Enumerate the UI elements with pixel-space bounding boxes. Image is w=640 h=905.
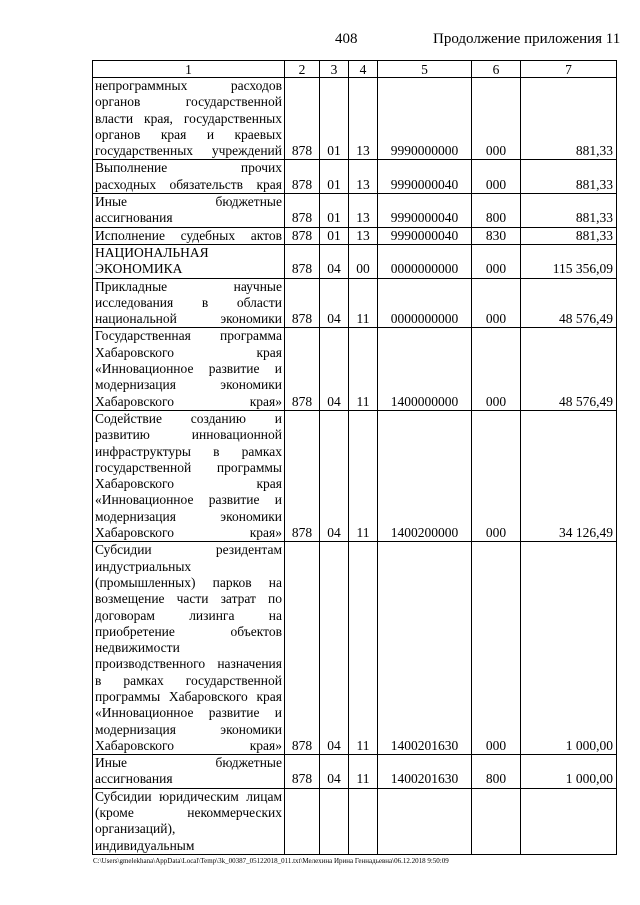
- row-name-line: Выполнение прочих: [95, 160, 282, 176]
- cell-expense-type: 830: [472, 227, 521, 244]
- row-name-line: индивидуальным: [95, 837, 195, 853]
- cell-amount: 881,33: [521, 78, 617, 160]
- cell-subsection: 13: [349, 160, 378, 194]
- row-name-line: органов государственной: [95, 94, 282, 110]
- row-name-cell: [93, 194, 285, 228]
- cell-grbs: 878: [285, 755, 320, 789]
- row-name-line: инфраструктуры в рамках: [95, 443, 282, 459]
- cell-expense-type: [472, 788, 521, 854]
- budget-table: [92, 60, 617, 855]
- cell-amount: 48 576,49: [521, 328, 617, 410]
- row-name-line: непрограммных расходов: [95, 78, 282, 93]
- row-name-line: программы Хабаровского края: [95, 688, 282, 704]
- row-name-cell: [93, 227, 285, 244]
- row-name-line: Хабаровского края: [95, 344, 282, 360]
- cell-expense-type: 000: [472, 542, 521, 755]
- cell-target-article: 9990000040: [378, 194, 472, 228]
- cell-subsection: 13: [349, 78, 378, 160]
- appendix-continuation-note: Продолжение приложения 11: [433, 31, 621, 47]
- cell-grbs: 878: [285, 194, 320, 228]
- table-row: [93, 755, 617, 789]
- cell-target-article: 0000000000: [378, 278, 472, 328]
- table-row: [93, 194, 617, 228]
- row-name-line: расходных обязательств края: [95, 176, 282, 192]
- cell-section: 04: [320, 328, 349, 410]
- row-name-cell: [93, 542, 285, 755]
- row-name-line: развитию инновационной: [95, 427, 282, 443]
- cell-expense-type: 000: [472, 278, 521, 328]
- cell-expense-type: 000: [472, 78, 521, 160]
- row-name-line: производственного назначения: [95, 656, 282, 672]
- row-name-line: органов края и краевых: [95, 126, 282, 142]
- row-name-line: ЭКОНОМИКА: [95, 261, 183, 277]
- cell-target-article: 0000000000: [378, 244, 472, 278]
- cell-target-article: 1400200000: [378, 410, 472, 541]
- cell-expense-type: 000: [472, 160, 521, 194]
- row-name-line: возмещение части затрат по: [95, 591, 282, 607]
- row-name-line: государственной программы: [95, 459, 282, 475]
- cell-amount: 1 000,00: [521, 542, 617, 755]
- cell-section: 01: [320, 227, 349, 244]
- cell-section: 01: [320, 78, 349, 160]
- cell-grbs: [285, 788, 320, 854]
- column-header: 2: [285, 61, 320, 78]
- cell-section: 04: [320, 755, 349, 789]
- cell-amount: 48 576,49: [521, 278, 617, 328]
- row-name-line: Иные бюджетные: [95, 194, 282, 210]
- row-name-line: (кроме некоммерческих: [95, 805, 282, 821]
- table-row: [93, 78, 617, 160]
- row-name-line: Хабаровского края»: [95, 737, 282, 753]
- row-name-line: Субсидии юридическим лицам: [95, 788, 282, 804]
- cell-target-article: 1400201630: [378, 755, 472, 789]
- column-number-row: [93, 61, 617, 78]
- cell-grbs: 878: [285, 227, 320, 244]
- cell-amount: 881,33: [521, 194, 617, 228]
- column-header: 7: [521, 61, 617, 78]
- cell-subsection: 11: [349, 755, 378, 789]
- row-name-line: (промышленных) парков на: [95, 574, 282, 590]
- row-name-line: Государственная программа: [95, 328, 282, 344]
- cell-section: 04: [320, 410, 349, 541]
- row-name-line: национальной экономики: [95, 311, 282, 327]
- row-name-line: Содействие созданию и: [95, 410, 282, 426]
- row-name-line: договорам лизинга на: [95, 607, 282, 623]
- cell-subsection: 11: [349, 278, 378, 328]
- cell-grbs: 878: [285, 278, 320, 328]
- footer-file-path: C:\Users\gmelekhana\AppData\Local\Temp\3k_00387_05122018_011.txt\Мелехина Ирина Геннадьевна\06.12.2018 9:50:09: [93, 857, 449, 865]
- table-row: [93, 227, 617, 244]
- row-name-cell: [93, 755, 285, 789]
- cell-amount: [521, 788, 617, 854]
- cell-section: 04: [320, 244, 349, 278]
- cell-grbs: 878: [285, 244, 320, 278]
- cell-target-article: 1400000000: [378, 328, 472, 410]
- column-header: 1: [93, 61, 285, 78]
- row-name-line: Хабаровского края: [95, 476, 282, 492]
- cell-grbs: 878: [285, 160, 320, 194]
- cell-target-article: 9990000040: [378, 160, 472, 194]
- row-name-line: Хабаровского края»: [95, 525, 282, 541]
- table-row: [93, 788, 617, 854]
- row-name-cell: [93, 278, 285, 328]
- row-name-line: НАЦИОНАЛЬНАЯ: [95, 244, 209, 260]
- row-name-line: индустриальных: [95, 558, 192, 574]
- row-name-line: Субсидии резидентам: [95, 542, 282, 558]
- table-row: [93, 410, 617, 541]
- table-row: [93, 160, 617, 194]
- row-name-line: ассигнования: [95, 210, 173, 226]
- row-name-line: организаций),: [95, 821, 176, 837]
- cell-amount: 34 126,49: [521, 410, 617, 541]
- row-name-line: ассигнования: [95, 771, 173, 787]
- table-row: [93, 542, 617, 755]
- cell-target-article: 1400201630: [378, 542, 472, 755]
- cell-grbs: 878: [285, 78, 320, 160]
- column-header: 4: [349, 61, 378, 78]
- cell-subsection: 13: [349, 227, 378, 244]
- cell-grbs: 878: [285, 328, 320, 410]
- column-header: 6: [472, 61, 521, 78]
- row-name-line: модернизация экономики: [95, 508, 282, 524]
- row-name-line: Исполнение судебных актов: [95, 227, 282, 243]
- row-name-line: Прикладные научные: [95, 278, 282, 294]
- row-name-line: Иные бюджетные: [95, 755, 282, 771]
- cell-subsection: [349, 788, 378, 854]
- row-name-cell: [93, 328, 285, 410]
- cell-amount: 881,33: [521, 160, 617, 194]
- row-name-line: власти края, государственных: [95, 110, 282, 126]
- page-number: 408: [335, 31, 358, 47]
- cell-section: 04: [320, 278, 349, 328]
- row-name-line: модернизация экономики: [95, 721, 282, 737]
- row-name-line: «Инновационное развитие и: [95, 361, 282, 377]
- column-header: 5: [378, 61, 472, 78]
- cell-expense-type: 800: [472, 194, 521, 228]
- cell-section: [320, 788, 349, 854]
- table-row: [93, 328, 617, 410]
- row-name-line: недвижимости: [95, 640, 180, 656]
- row-name-line: Хабаровского края»: [95, 393, 282, 409]
- row-name-cell: [93, 410, 285, 541]
- column-header: 3: [320, 61, 349, 78]
- table-row: [93, 244, 617, 278]
- cell-amount: 115 356,09: [521, 244, 617, 278]
- cell-expense-type: 800: [472, 755, 521, 789]
- cell-expense-type: 000: [472, 244, 521, 278]
- cell-target-article: [378, 788, 472, 854]
- cell-grbs: 878: [285, 542, 320, 755]
- cell-grbs: 878: [285, 410, 320, 541]
- cell-expense-type: 000: [472, 410, 521, 541]
- cell-section: 01: [320, 160, 349, 194]
- cell-amount: 1 000,00: [521, 755, 617, 789]
- cell-subsection: 00: [349, 244, 378, 278]
- row-name-line: в рамках государственной: [95, 672, 282, 688]
- cell-section: 04: [320, 542, 349, 755]
- row-name-line: государственных учреждений: [95, 143, 282, 159]
- cell-subsection: 13: [349, 194, 378, 228]
- cell-subsection: 11: [349, 328, 378, 410]
- row-name-cell: [93, 788, 285, 854]
- cell-expense-type: 000: [472, 328, 521, 410]
- cell-section: 01: [320, 194, 349, 228]
- cell-amount: 881,33: [521, 227, 617, 244]
- cell-subsection: 11: [349, 410, 378, 541]
- row-name-line: приобретение объектов: [95, 623, 282, 639]
- row-name-cell: [93, 160, 285, 194]
- row-name-cell: [93, 78, 285, 160]
- row-name-line: «Инновационное развитие и: [95, 492, 282, 508]
- table-row: [93, 278, 617, 328]
- cell-target-article: 9990000000: [378, 78, 472, 160]
- row-name-line: модернизация экономики: [95, 377, 282, 393]
- row-name-line: исследования в области: [95, 294, 282, 310]
- cell-target-article: 9990000040: [378, 227, 472, 244]
- cell-subsection: 11: [349, 542, 378, 755]
- row-name-line: «Инновационное развитие и: [95, 705, 282, 721]
- row-name-cell: [93, 244, 285, 278]
